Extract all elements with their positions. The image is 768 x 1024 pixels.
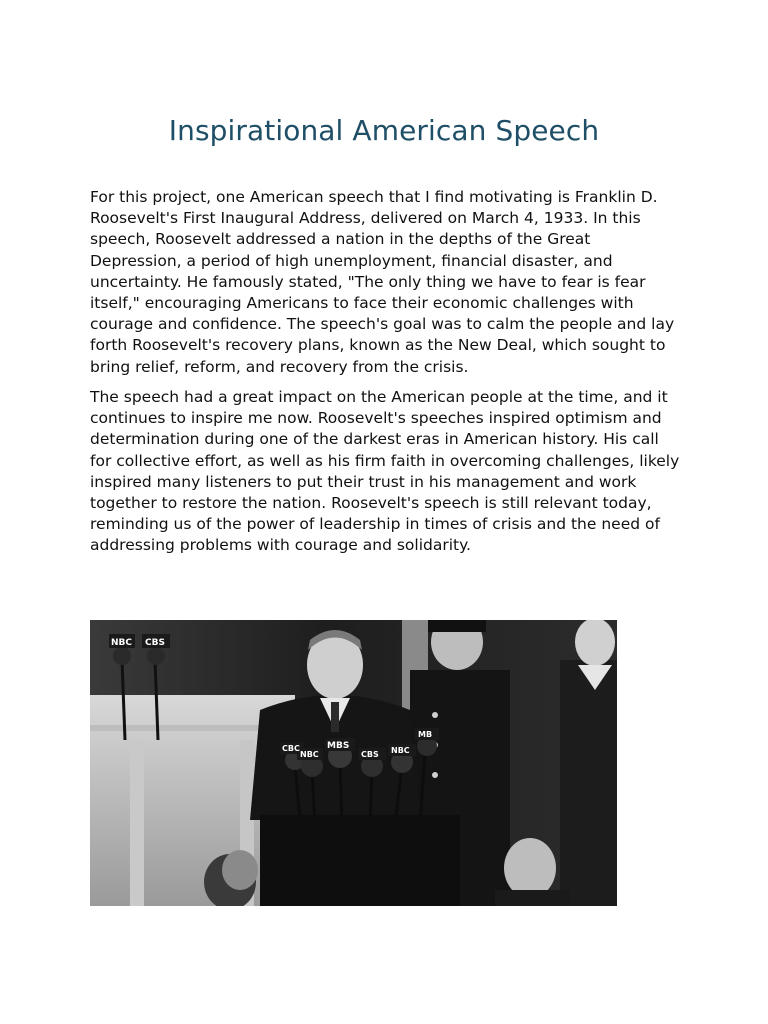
mic-label: MBS xyxy=(327,741,350,751)
paragraph-impact: The speech had a great impact on the American people at the time, and it continues to inspire me now. Roosevelt's speeches inspired optimism and determination during one of the darkest eras in American history. His call for collective effort, as well as his firm faith in overcoming challenges, likely inspired many listeners to put their trust in his management and work together to restore the nation. Roosevelt's speech is still relevant today, reminding us of the power of leadership in times of crisis and the need of addressing problems with courage and solidarity. xyxy=(90,388,680,555)
mic-label: CBC xyxy=(282,744,300,753)
roosevelt-photo xyxy=(90,620,617,906)
mic-label: NBC xyxy=(300,750,319,759)
page-title: Inspirational American Speech xyxy=(168,114,600,147)
bystander-figure xyxy=(560,620,617,906)
mic-label: NBC xyxy=(111,638,132,648)
lectern xyxy=(260,815,460,906)
mic-label: CBS xyxy=(145,638,165,648)
paragraph-intro: For this project, one American speech that I find motivating is Franklin D. Roosevelt's First Inaugural Address, delivered on March 4, 1933. In this speech, Roosevelt addressed a nation in the depths of the Great Depression, a period of high unemployment, financial disaster, and uncertainty. He famously stated, "The only thing we have to fear is fear itself," encouraging Americans to face their economic challenges with courage and confidence. The speech's goal was to calm the people and lay forth Roosevelt's recovery plans, known as the New Deal, which sought to bring relief, reform, and recovery from the crisis. xyxy=(90,188,675,376)
mic-label: MB xyxy=(418,730,433,739)
mic-label: CBS xyxy=(361,750,379,759)
mic-label: NBC xyxy=(391,746,410,755)
